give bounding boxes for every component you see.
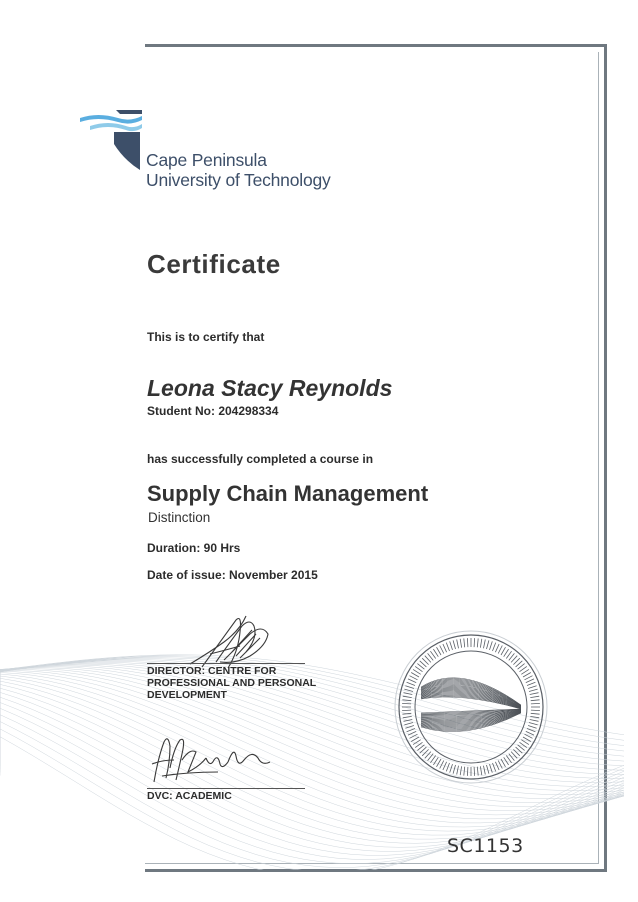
dvc-title-line1: DVC: ACADEMIC xyxy=(147,790,232,802)
university-name xyxy=(146,150,331,190)
university-name-line1: Cape Peninsula xyxy=(146,150,267,170)
dvc-title xyxy=(147,790,232,802)
certify-intro: This is to certify that xyxy=(147,330,265,344)
director-title-line2: PROFESSIONAL AND PERSONAL xyxy=(147,677,317,689)
certificate-title: Certificate xyxy=(147,249,281,279)
director-title-line1: DIRECTOR: CENTRE FOR xyxy=(147,665,277,677)
university-name-line2: University of Technology xyxy=(146,170,331,190)
certificate-serial-number: SC1153 xyxy=(447,835,524,857)
dvc-signature-line xyxy=(147,788,305,789)
grade: Distinction xyxy=(148,510,211,525)
university-seal-emblem xyxy=(392,628,550,786)
course-name: Supply Chain Management xyxy=(147,481,429,506)
dvc-signature xyxy=(148,728,273,788)
director-title xyxy=(147,665,316,701)
date-of-issue: Date of issue: November 2015 xyxy=(147,568,318,582)
recipient-name: Leona Stacy Reynolds xyxy=(147,375,393,401)
director-signature-line xyxy=(147,663,305,664)
university-logo-icon xyxy=(78,108,148,172)
student-number: Student No: 204298334 xyxy=(147,404,279,418)
duration: Duration: 90 Hrs xyxy=(147,541,241,555)
completion-text: has successfully completed a course in xyxy=(147,452,374,466)
certificate-frame-top xyxy=(145,44,607,47)
director-title-line3: DEVELOPMENT xyxy=(147,689,227,701)
